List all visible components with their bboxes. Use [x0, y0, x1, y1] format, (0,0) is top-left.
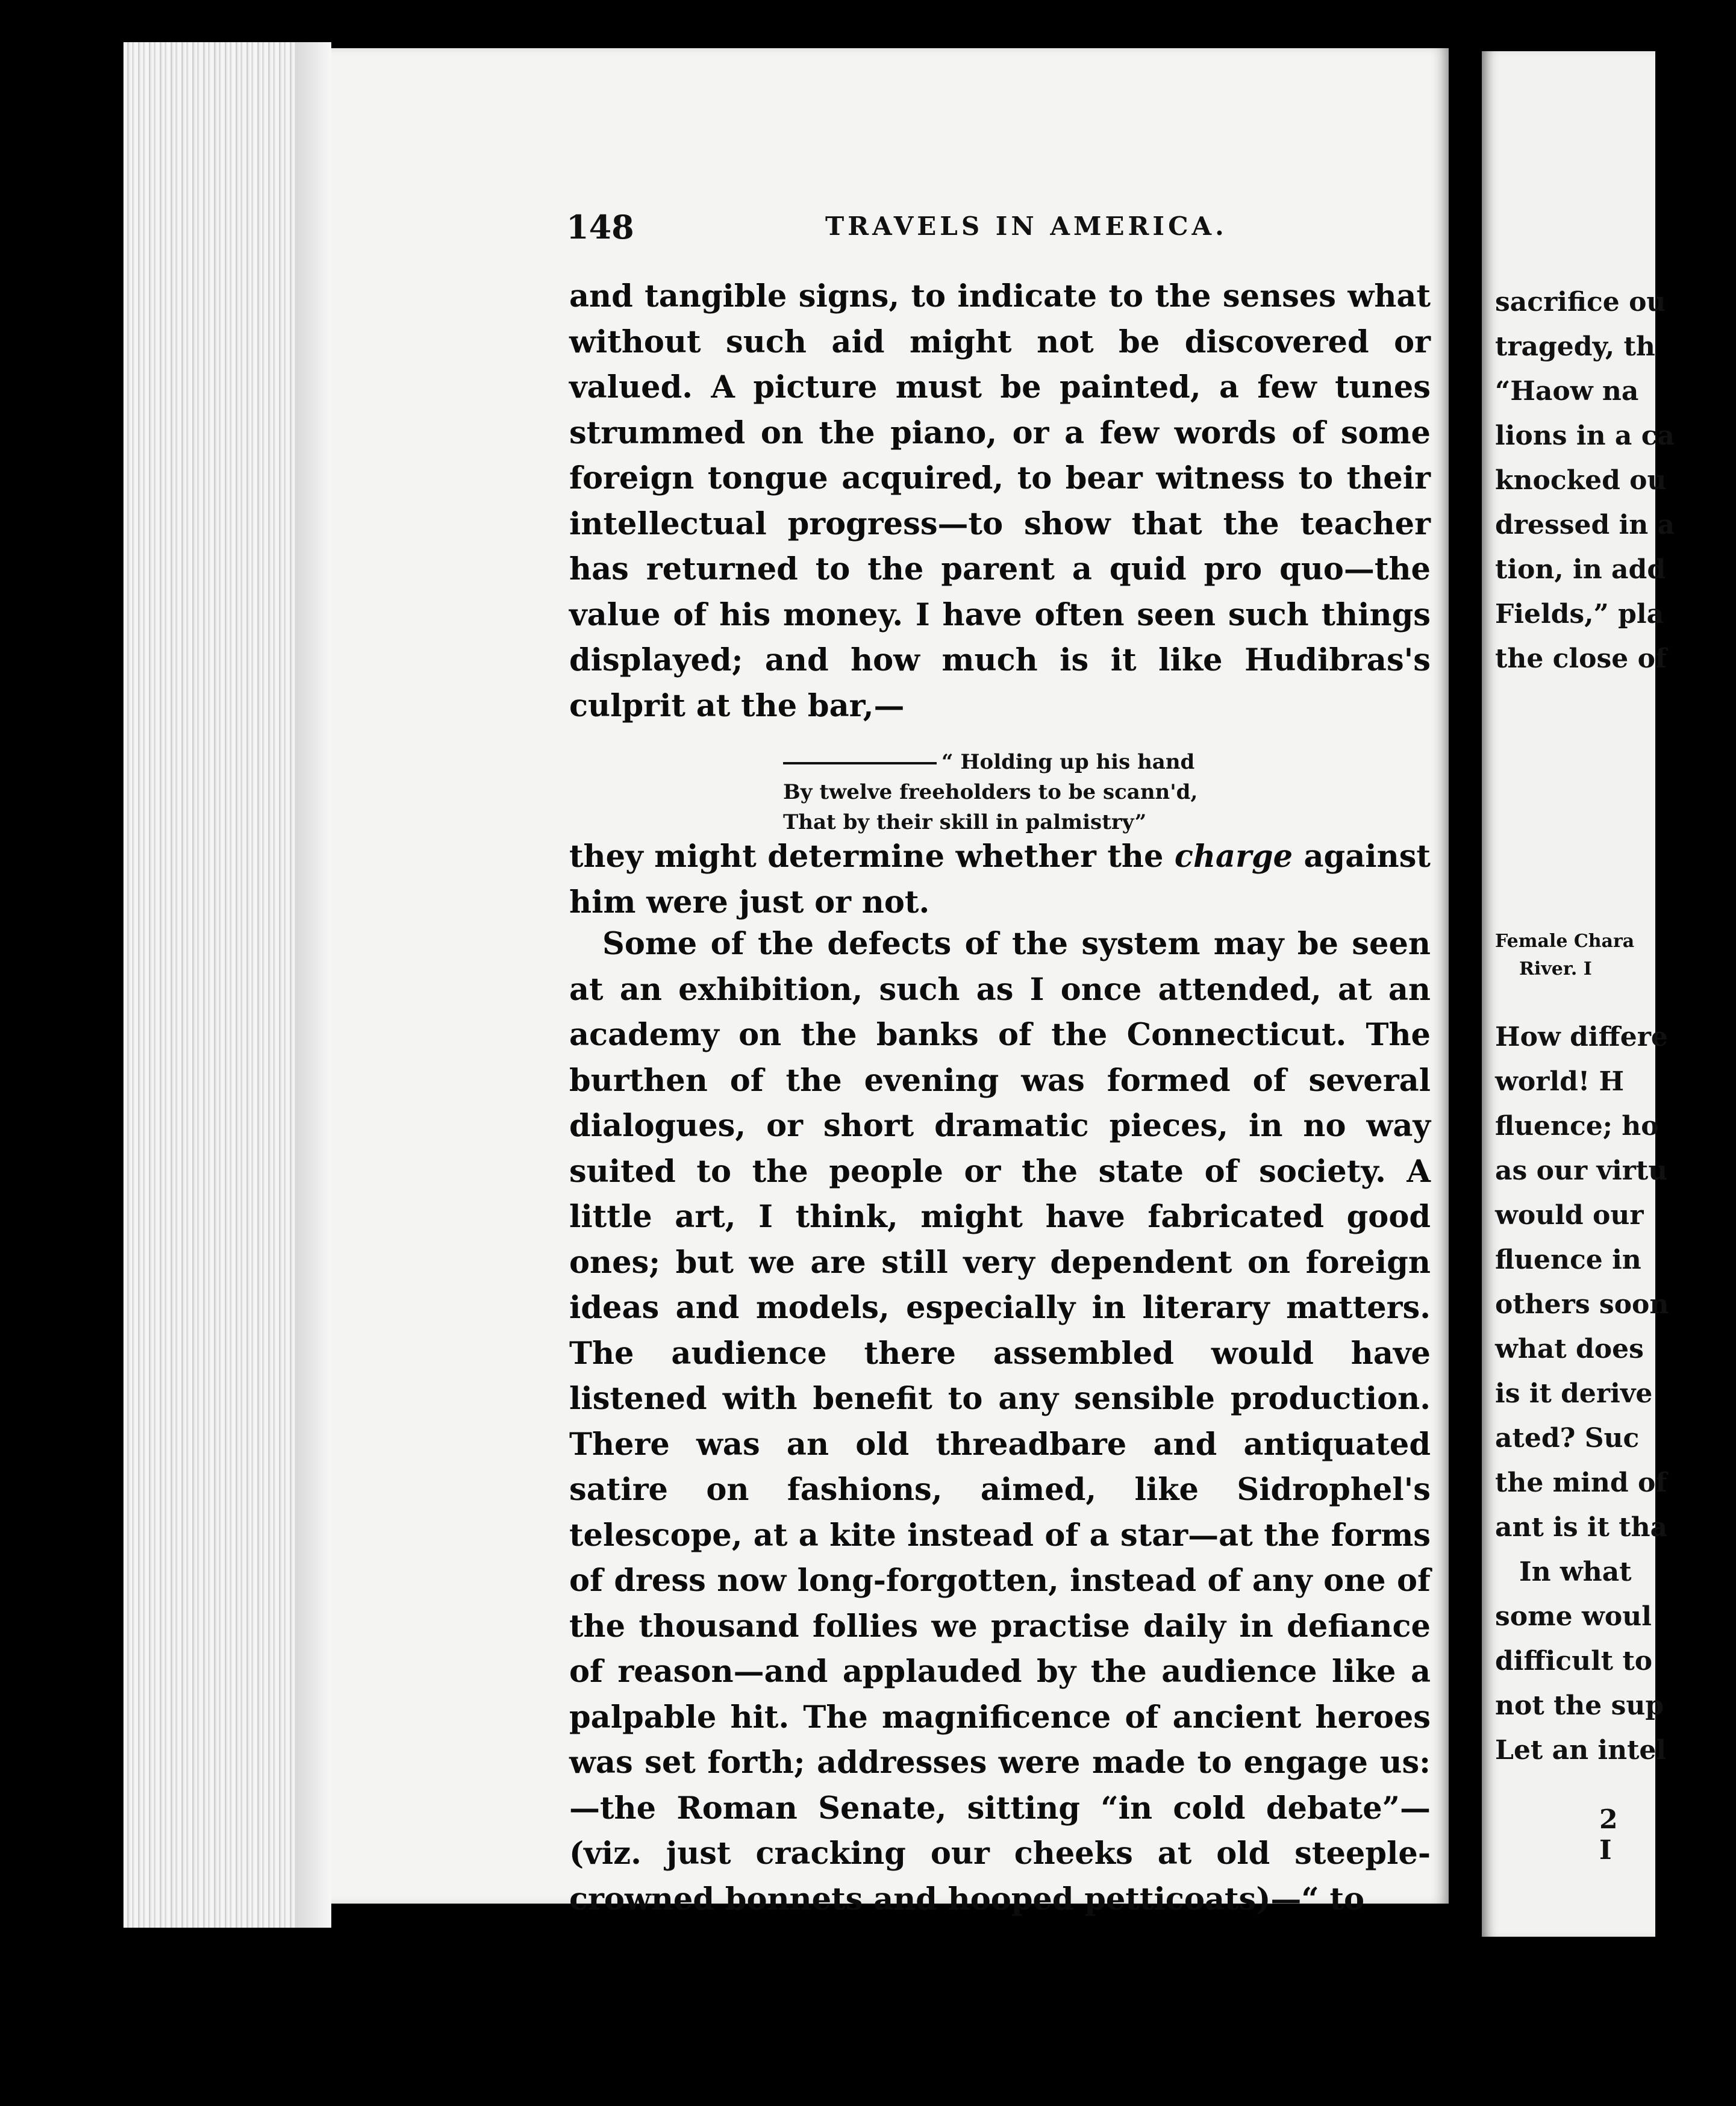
facing-line: sacrifice ou — [1495, 287, 1666, 317]
facing-line: would our — [1495, 1200, 1644, 1231]
facing-line: Fields,” pla — [1495, 599, 1664, 630]
facing-line: others soon — [1495, 1289, 1669, 1320]
facing-line: How differe — [1495, 1022, 1668, 1052]
left-page — [331, 48, 1449, 1917]
signature-mark: 2 I — [1599, 1804, 1626, 1866]
facing-text-top — [1495, 280, 1736, 681]
facing-line: some woul — [1495, 1601, 1652, 1632]
running-head — [566, 208, 1410, 268]
quote-line-3: That by their skill in palmistry” — [783, 810, 1147, 834]
facing-line: lions in a ca — [1495, 420, 1675, 451]
paragraph-2-end: against him were just or not. — [569, 839, 1431, 920]
facing-line: “Haow na — [1495, 376, 1639, 407]
facing-line: tragedy, th — [1495, 331, 1655, 362]
facing-line: Female Chara — [1495, 931, 1635, 952]
facing-line: the mind of — [1495, 1467, 1667, 1498]
verse-quote — [783, 747, 1265, 837]
quote-dash — [783, 762, 937, 764]
facing-line: tion, in add — [1495, 554, 1666, 585]
facing-line: as our virtu — [1495, 1155, 1668, 1186]
facing-line: is it derive — [1495, 1378, 1653, 1409]
paragraph-2 — [569, 834, 1431, 925]
paragraph-2-italic: charge — [1174, 839, 1293, 875]
running-title: TRAVELS IN AMERICA. — [825, 211, 1228, 241]
facing-line: River. I — [1519, 958, 1592, 980]
right-facing-page — [1482, 51, 1675, 1937]
facing-line: fluence in — [1495, 1245, 1641, 1275]
facing-line: ant is it tha — [1495, 1512, 1668, 1543]
page-number: 148 — [566, 208, 634, 246]
facing-line: dressed in a — [1495, 510, 1675, 540]
facing-line: fluence; ho — [1495, 1111, 1659, 1142]
facing-line: Let an intel — [1495, 1735, 1667, 1766]
facing-line: difficult to — [1495, 1646, 1653, 1676]
facing-line: knocked ou — [1495, 465, 1667, 496]
paragraph-3: Some of the defects of the system may be seen at an exhibition, such as I once attended, at an academy on the banks of the Connecticut. The burthen of the evening was formed of several dialogues, or short dramatic pieces, in no way suited to the people or the state of society. A little art, I think, might have fabricated good ones; but we are still very dependent on foreign ideas and models, especially in literary matters. The audience there assembled would have listened with benefit to any sensible production. There was an old threadbare and antiquated satire on fashions, aimed, like Sidrophel's telescope, at a kite instead of a star—at the forms of dress now long-forgotten, instead of any one of the thousand follies we practise daily in defiance of reason—and applauded by the audience like a palpable hit. The magnificence of ancient heroes was set forth; addresses were made to engage us:—the Roman Senate, sitting “in cold debate”—(viz. just cracking our cheeks at old steeple-crowned bonnets and hooped petticoats)—“ to — [569, 926, 1431, 1917]
page-stack-edges — [123, 42, 331, 1928]
facing-line: ated? Suc — [1495, 1423, 1640, 1454]
quote-line-2: By twelve freeholders to be scann'd, — [783, 780, 1198, 804]
paragraph-2-start: they might determine whether the — [569, 839, 1164, 875]
facing-line: the close of — [1495, 643, 1667, 674]
facing-line: In what — [1519, 1557, 1632, 1587]
facing-chapter-summary — [1495, 928, 1736, 983]
quote-line-1 — [783, 747, 1265, 777]
quote-line-1-text: “ Holding up his hand — [941, 750, 1195, 774]
facing-text-bottom — [1495, 1015, 1736, 1773]
facing-line: what does — [1495, 1334, 1644, 1364]
paragraph-1: and tangible signs, to indicate to the senses what without such aid might not be discovered or valued. A picture must be painted, a few tunes strummed on the piano, or a few words of some foreign tongue acquired, to bear witness to their intellectual progress—to show that the teacher has returned to the parent a quid pro quo—the value of his money. I have often seen such things displayed; and how much is it like Hudibras's culprit at the bar,— — [569, 278, 1431, 724]
facing-line: not the sup — [1495, 1690, 1664, 1721]
facing-line: world! H — [1495, 1066, 1625, 1097]
